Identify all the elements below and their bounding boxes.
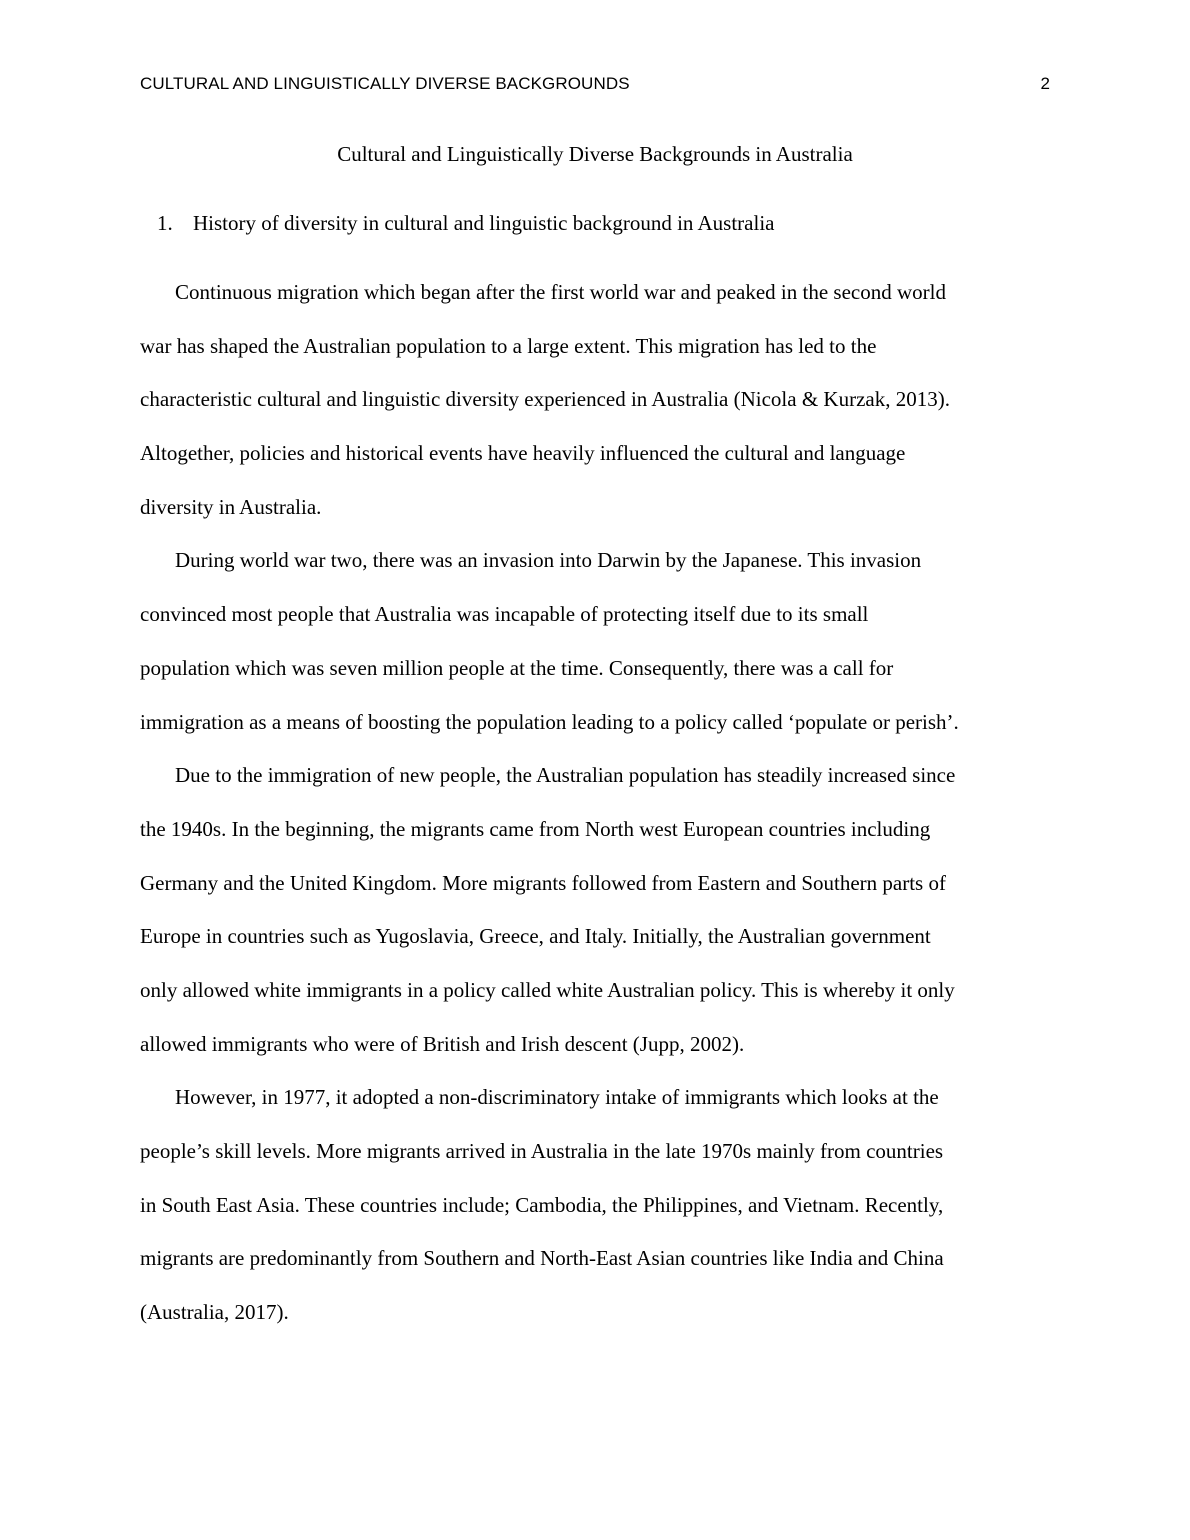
document-title: Cultural and Linguistically Diverse Backgrounds in Australia	[337, 142, 853, 166]
paragraph	[140, 534, 1050, 749]
paragraph-line: in South East Asia. These countries include; Cambodia, the Philippines, and Vietnam. Recently,	[140, 1192, 944, 1217]
paragraph-line: characteristic cultural and linguistic diversity experienced in Australia (Nicola & Kurzak, 2013).	[140, 387, 950, 412]
paragraph-line: During world war two, there was an invasion into Darwin by the Japanese. This invasion	[175, 548, 922, 573]
paragraph-line: Continuous migration which began after the first world war and peaked in the second world	[175, 280, 946, 304]
paragraph-line: the 1940s. In the beginning, the migrants came from North west European countries including	[140, 816, 931, 841]
paragraph-line: diversity in Australia.	[140, 494, 322, 519]
paragraph-line: immigration as a means of boosting the population leading to a policy called ‘populate or perish’.	[140, 709, 959, 734]
paragraph-line: allowed immigrants who were of British and Irish descent (Jupp, 2002).	[140, 1031, 745, 1056]
paragraph-line: Germany and the United Kingdom. More migrants followed from Eastern and Southern parts of	[140, 870, 946, 895]
section-number: 1.	[157, 211, 173, 235]
paragraph-line: people’s skill levels. More migrants arrived in Australia in the late 1970s mainly from countries	[140, 1139, 944, 1163]
section-heading-text: History of diversity in cultural and linguistic background in Australia	[193, 211, 775, 235]
paragraph-line: Due to the immigration of new people, the Australian population has steadily increased since	[175, 763, 956, 788]
body-text	[140, 266, 1050, 1340]
paragraph	[140, 749, 1050, 1071]
paragraph	[140, 266, 1050, 534]
paragraph-line: migrants are predominantly from Southern and North-East Asian countries like India and China	[140, 1246, 944, 1271]
paragraph-line: only allowed white immigrants in a policy called white Australian policy. This is whereby it only	[140, 977, 955, 1002]
page-number: 2	[1040, 74, 1050, 93]
running-head-title: CULTURAL AND LINGUISTICALLY DIVERSE BACKGROUNDS	[140, 74, 630, 93]
paragraph-line: Europe in countries such as Yugoslavia, Greece, and Italy. Initially, the Australian government	[140, 924, 931, 949]
section-heading	[157, 209, 1050, 237]
paragraph-line: war has shaped the Australian population to a large extent. This migration has led to the	[140, 333, 877, 358]
paragraph-line: However, in 1977, it adopted a non-discriminatory intake of immigrants which looks at the	[175, 1085, 939, 1110]
paragraph	[140, 1071, 1050, 1339]
running-head	[140, 72, 1050, 96]
paragraph-line: (Australia, 2017).	[140, 1300, 289, 1325]
paragraph-line: convinced most people that Australia was incapable of protecting itself due to its small	[140, 602, 869, 627]
paragraph-line: Altogether, policies and historical events have heavily influenced the cultural and language	[140, 441, 906, 466]
paragraph-line: population which was seven million people at the time. Consequently, there was a call for	[140, 655, 894, 680]
